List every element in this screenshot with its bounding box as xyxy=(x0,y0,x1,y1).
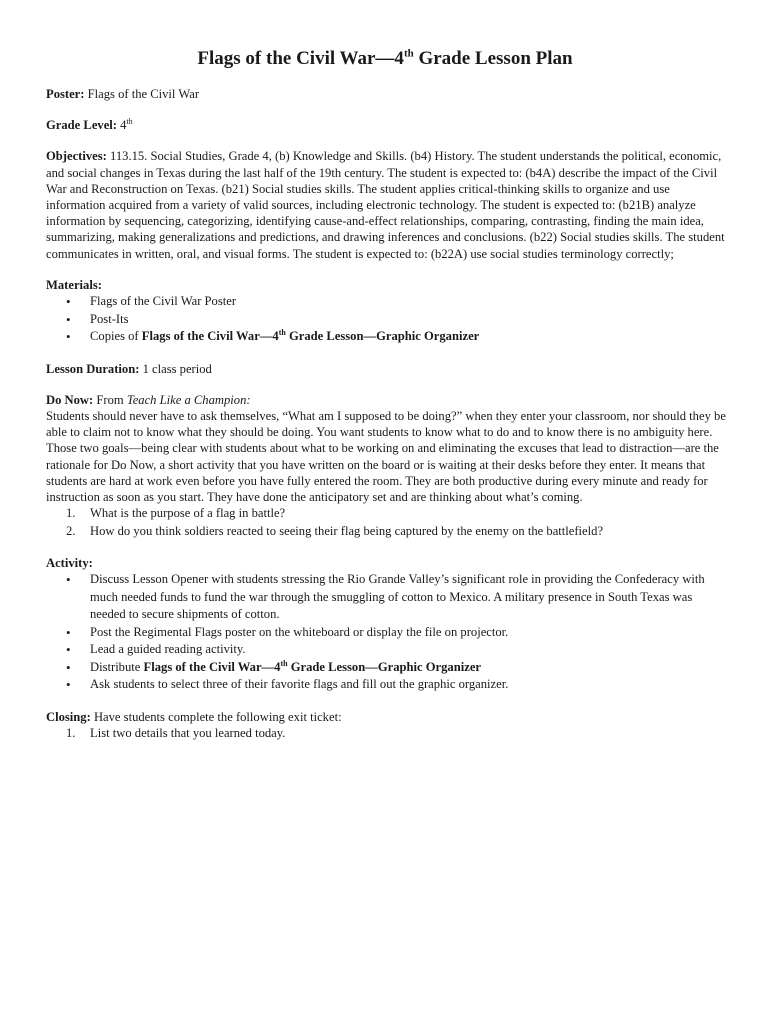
grade-level-value: 4 xyxy=(120,118,127,133)
document-body xyxy=(46,86,728,743)
activity-label: Activity: xyxy=(46,556,93,571)
materials-item-bold: Flags of the Civil War—4 xyxy=(141,329,279,344)
lesson-duration-label: Lesson Duration: xyxy=(46,361,140,376)
do-now-questions xyxy=(46,505,728,540)
materials-item: • Flags of the Civil War Poster xyxy=(46,293,728,311)
activity-item: • Lead a guided reading activity. xyxy=(46,641,728,659)
lesson-duration-value: 1 class period xyxy=(142,361,212,376)
do-now-text: Students should never have to ask themselves, “What am I supposed to be doing?” when they enter your classroom, nor should they be able to claim not to know what they should be doing. You want students to know what to do and to know there is no ambiguity here. Those two goals—being clear with students about what to be working on and eliminating the excuses that lead to distraction—are the rationale for Do Now, a short activity that you have written on the board or is waiting at their desks before they enter. It means that students are hard at work even before you have fully entered the room. They are both productive during every minute and ready for instruction as soon as you start. They have done the anticipatory set and are thinking about what’s coming. xyxy=(46,408,726,504)
materials-label: Materials: xyxy=(46,277,102,292)
activity-item: • Post the Regimental Flags poster on the whiteboard or display the file on projector. xyxy=(46,624,728,642)
closing-item-text: List two details that you learned today. xyxy=(90,726,286,741)
activity-list xyxy=(46,571,728,694)
closing-line xyxy=(46,709,728,725)
closing-label: Closing: xyxy=(46,709,91,724)
activity-item-superscript: th xyxy=(280,658,288,668)
do-now-from: From xyxy=(96,392,127,407)
question-text: How do you think soldiers reacted to seeing their flag being captured by the enemy on the battlefield? xyxy=(90,523,604,538)
grade-level-superscript: th xyxy=(126,117,133,127)
question-text: What is the purpose of a flag in battle? xyxy=(90,506,286,521)
question-number: 2. xyxy=(66,523,76,538)
do-now-source: Teach Like a Champion: xyxy=(126,392,251,407)
materials-item: • Post-Its xyxy=(46,311,728,329)
materials-item-prefix: Copies of xyxy=(90,329,142,344)
page-title xyxy=(0,48,770,70)
lesson-duration-line xyxy=(46,361,728,377)
objectives-label: Objectives: xyxy=(46,149,107,164)
materials-item-bold: Grade Lesson—Graphic Organizer xyxy=(285,329,480,344)
grade-level-label: Grade Level: xyxy=(46,118,117,133)
activity-item: • Discuss Lesson Opener with students stressing the Rio Grande Valley’s significant role in providing the Confederacy with much needed funds to fund the war through the smuggling of cotton to Mexico. A military presence in South Texas was needed to secure shipments of cotton. xyxy=(46,571,728,624)
objectives-text: 113.15. Social Studies, Grade 4, (b) Knowledge and Skills. (b4) History. The student understands the political, economic, and social changes in Texas during the last half of the 19th century. The student is expected to: (b4A) describe the impact of the Civil War and Reconstruction on Texas. (b21) Social studies skills. The student applies critical-thinking skills to organize and use information acquired from a variety of valid sources, including electronic technology. The student is expected to: (b21B) analyze information by sequencing, categorizing, identifying cause-and-effect relationships, comparing, contrasting, finding the main idea, summarizing, making generalizations and predictions, and drawing inferences and conclusions. (b22) Social studies skills. The student communicates in written, oral, and visual forms. The student is expected to: (b22A) use social studies terminology correctly; xyxy=(46,149,725,261)
poster-label: Poster: xyxy=(46,87,85,101)
objectives-paragraph xyxy=(46,148,728,261)
closing-item xyxy=(46,725,728,743)
do-now-heading xyxy=(46,392,728,408)
poster-line xyxy=(46,86,728,102)
activity-item-bold: Flags of the Civil War—4 xyxy=(143,659,281,674)
title-main: Flags of the Civil War—4 xyxy=(197,48,404,69)
activity-item xyxy=(46,659,728,677)
activity-item-prefix: Distribute xyxy=(90,659,144,674)
materials-list xyxy=(46,293,728,346)
activity-item: • Ask students to select three of their favorite flags and fill out the graphic organizer. xyxy=(46,676,728,694)
do-now-question xyxy=(46,505,728,523)
poster-value: Flags of the Civil War xyxy=(87,87,200,101)
materials-item-superscript: th xyxy=(278,327,286,337)
closing-list xyxy=(46,725,728,743)
closing-item-number: 1. xyxy=(66,726,76,741)
title-superscript: th xyxy=(403,47,414,60)
do-now-question xyxy=(46,523,728,541)
closing-text: Have students complete the following exit ticket: xyxy=(93,709,342,724)
activity-item-bold: Grade Lesson—Graphic Organizer xyxy=(287,659,482,674)
materials-item xyxy=(46,328,728,346)
title-rest: Grade Lesson Plan xyxy=(413,48,573,69)
do-now-label: Do Now: xyxy=(46,392,94,407)
question-number: 1. xyxy=(66,506,76,521)
grade-level-line xyxy=(46,117,728,133)
